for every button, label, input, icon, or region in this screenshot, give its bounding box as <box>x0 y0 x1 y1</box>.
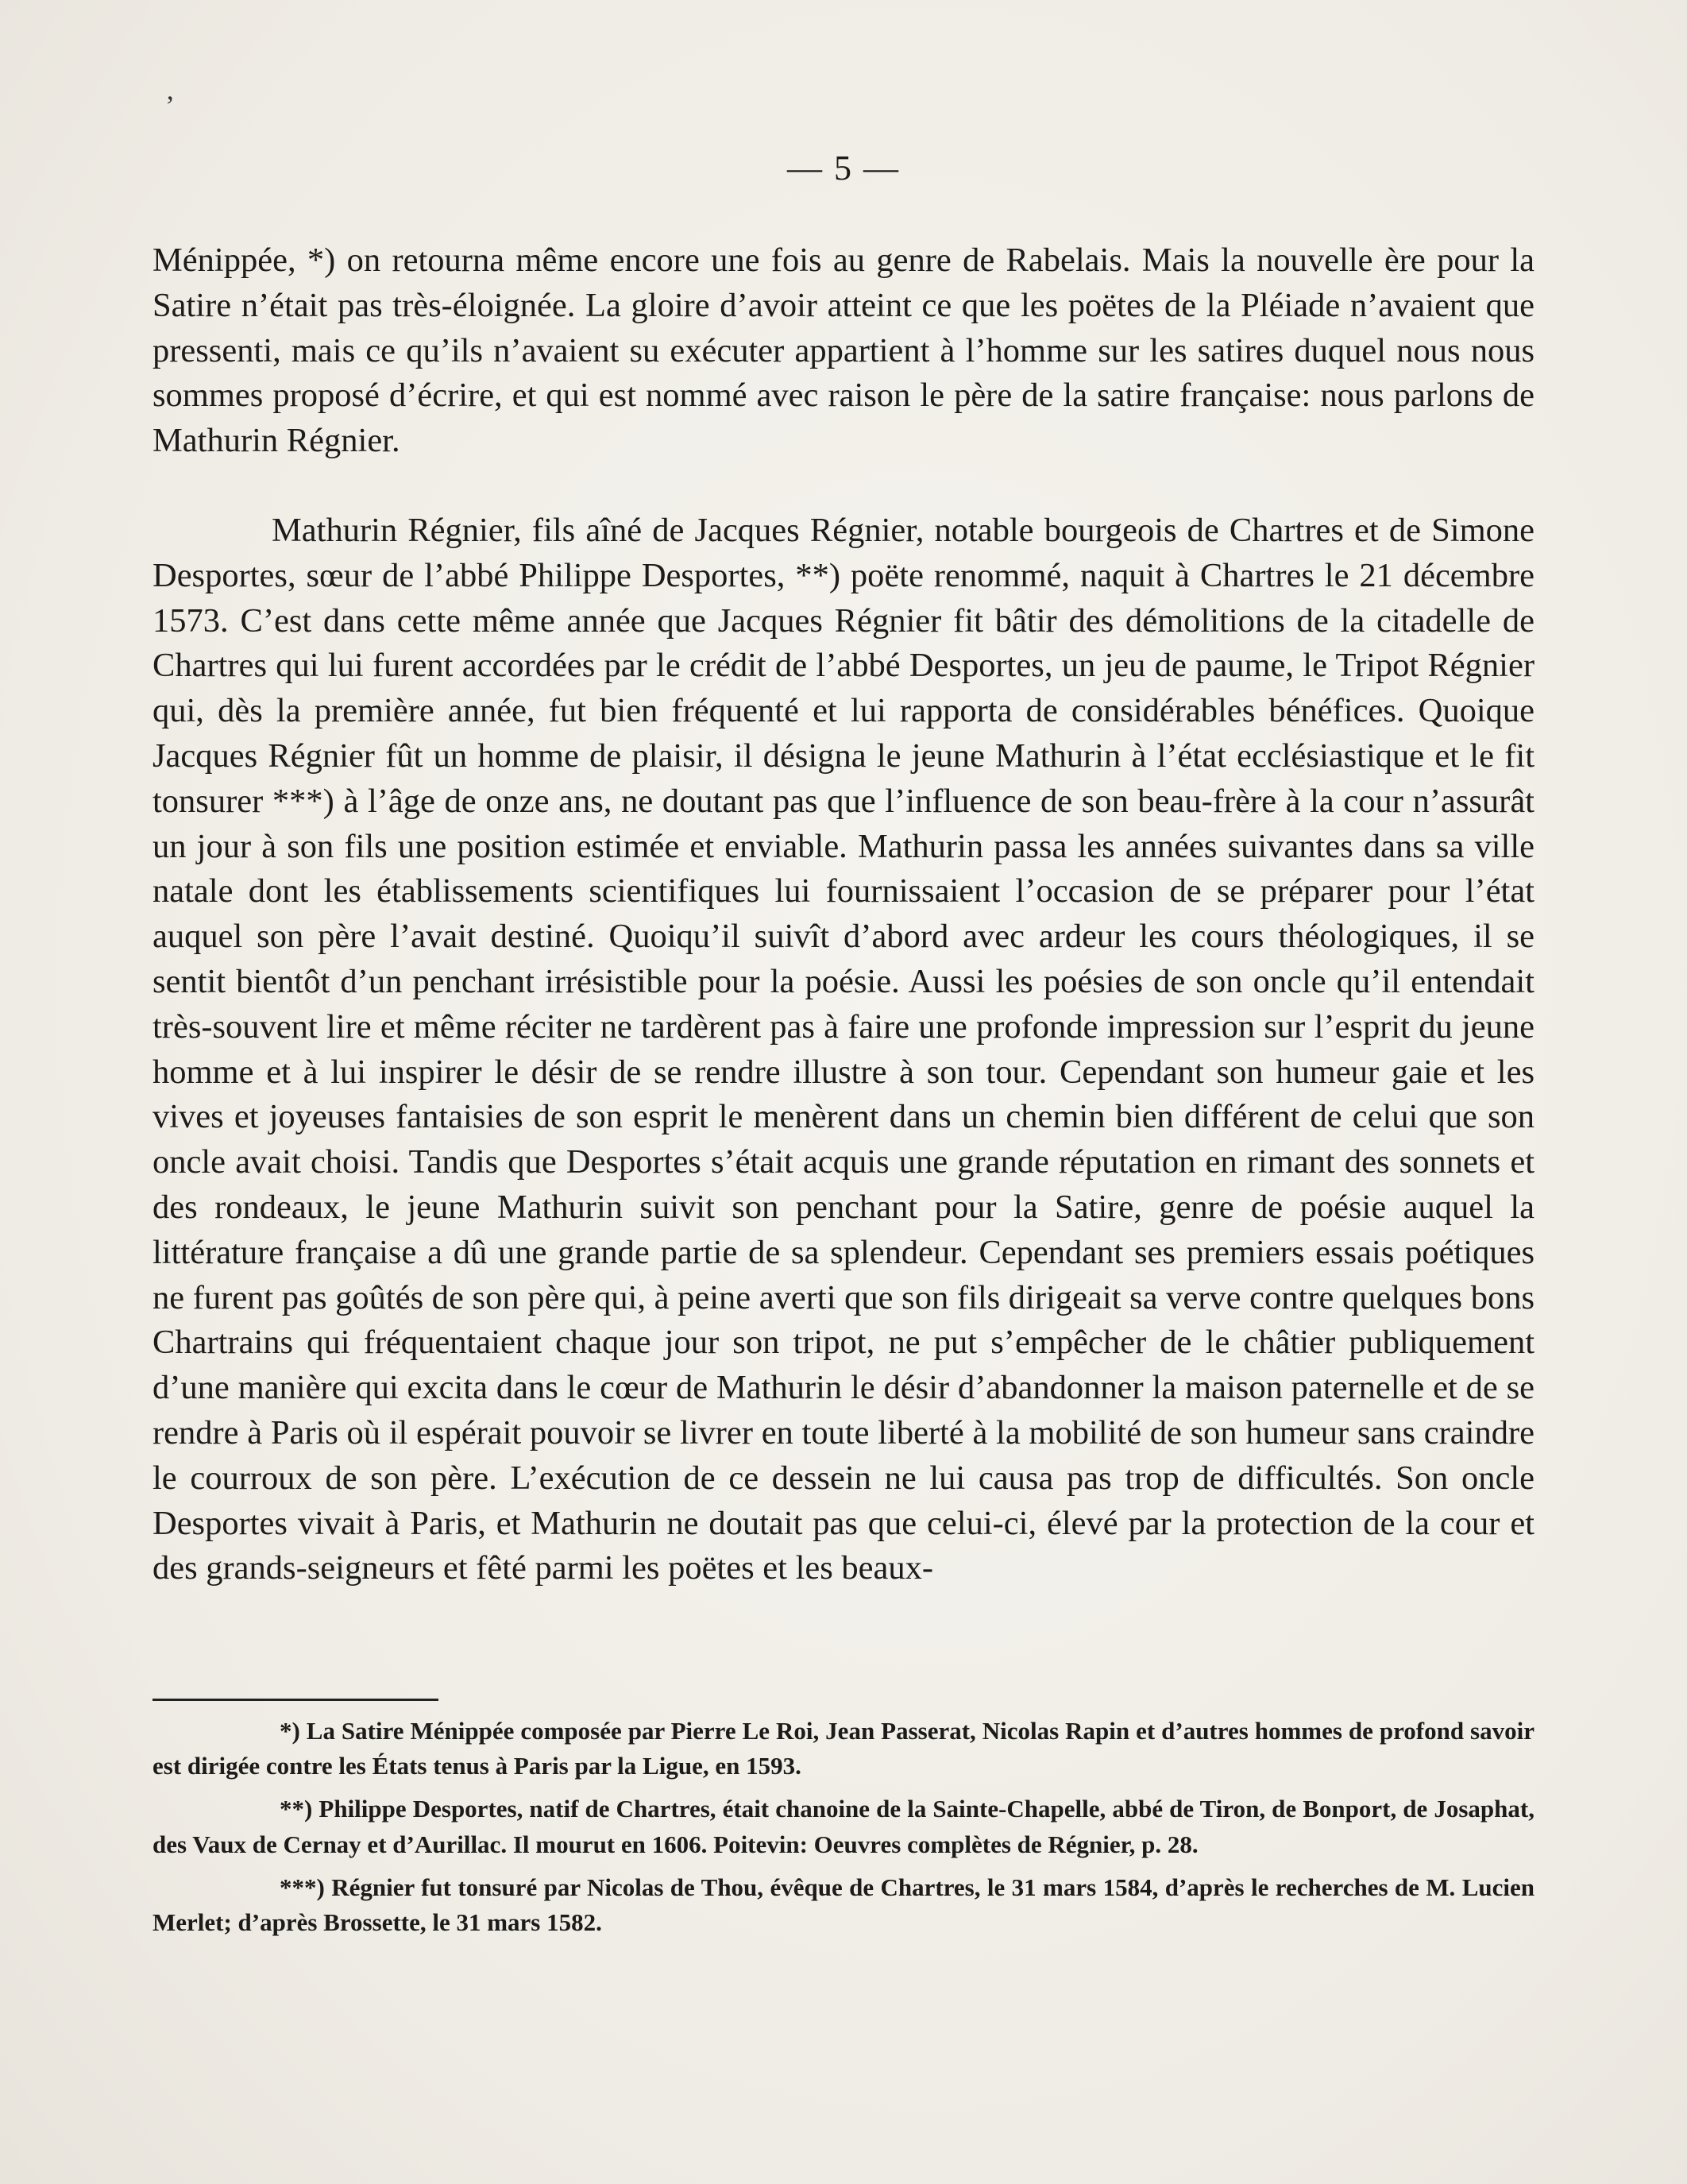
footnote-separator <box>152 1699 438 1701</box>
paragraph-biography: Mathurin Régnier, fils aîné de Jacques Régnier, notable bourgeois de Chartres et de Simone Desportes, sœur de l’abbé Philippe Desportes, **) poëte renommé, naquit à Chartres le 21 décembre 1573. C’est dans cette même année que Jacques Régnier fit bâtir des démolitions de la citadelle de Chartres qui lui furent accordées par le crédit de l’abbé Desportes, un jeu de paume, le Tripot Régnier qui, dès la première année, fut bien fréquenté et lui rapporta de considérables bénéfices. Quoique Jacques Régnier fût un homme de plaisir, il désigna le jeune Mathurin à l’état ecclésiastique et le fit tonsurer ***) à l’âge de onze ans, ne doutant pas que l’influence de son beau-frère à la cour n’assurât un jour à son fils une position estimée et enviable. Mathurin passa les années suivantes dans sa ville natale dont les établissements scientifiques lui fournissaient l’occasion de se préparer pour l’état auquel son père l’avait destiné. Quoiqu’il suivît d’abord avec ardeur les cours théologiques, il se sentit bientôt d’un penchant irrésistible pour la poésie. Aussi les poésies de son oncle qu’il entendait très-souvent lire et même réciter ne tardèrent pas à faire une profonde impression sur l’esprit du jeune homme et à lui inspirer le désir de se rendre illustre à son tour. Cependant son humeur gaie et les vives et joyeuses fantaisies de son esprit le menèrent dans un chemin bien différent de celui que son oncle avait choisi. Tandis que Desportes s’était acquis une grande réputation en rimant des sonnets et des rondeaux, le jeune Mathurin suivit son penchant pour la Satire, genre de poésie auquel la littérature française a dû une grande partie de sa splendeur. Cependant ses premiers essais poétiques ne furent pas goûtés de son père qui, à peine averti que son fils dirigeait sa verve contre quelques bons Chartrains qui fréquentaient chaque jour son tripot, ne put s’empêcher de le châtier publiquement d’une manière qui excita dans le cœur de Mathurin le désir d’abandonner la maison paternelle et de se rendre à Paris où il espérait pouvoir se livrer en toute liberté à la mobilité de son humeur sans craindre le courroux de son père. L’exécution de ce dessein ne lui causa pas trop de difficultés. Son oncle Desportes vivait à Paris, et Mathurin ne doutait pas que celui-ci, élevé par la protection de la cour et des grands-seigneurs et fêté parmi les poëtes et les beaux- <box>152 511 1535 1587</box>
main-text <box>152 238 1535 1591</box>
footnotes <box>152 1714 1535 1940</box>
footnote-3: ***) Régnier fut tonsuré par Nicolas de Thou, évêque de Chartres, le 31 mars 1584, d’après le recherches de M. Lucien Merlet; d’après Brossette, le 31 mars 1582. <box>152 1873 1535 1937</box>
footnote-1: *) La Satire Ménippée composée par Pierre Le Roi, Jean Passerat, Nicolas Rapin et d’autres hommes de profond savoir est dirigée contre les États tenus à Paris par la Ligue, en 1593. <box>152 1717 1535 1780</box>
footnote-2: **) Philippe Desportes, natif de Chartres, était chanoine de la Sainte-Chapelle, abbé de Tiron, de Bonport, de Josaphat, des Vaux de Cernay et d’Aurillac. Il mourut en 1606. Poitevin: Oeuvres complètes de Régnier, p. 28. <box>152 1795 1535 1858</box>
paragraph-continuation: Ménippée, *) on retourna même encore une fois au genre de Rabelais. Mais la nouvelle ère pour la Satire n’était pas très-éloignée. La gloire d’avoir atteint ce que les poëtes de la Pléiade n’avaient que pressenti, mais ce qu’ils n’avaient su exécuter appartient à l’homme sur les satires duquel nous nous sommes proposé d’écrire, et qui est nommé avec raison le père de la satire française: nous parlons de Mathurin Régnier. <box>152 242 1535 460</box>
page-number: — 5 — <box>787 149 900 187</box>
stray-ink-mark: ’ <box>165 90 175 122</box>
